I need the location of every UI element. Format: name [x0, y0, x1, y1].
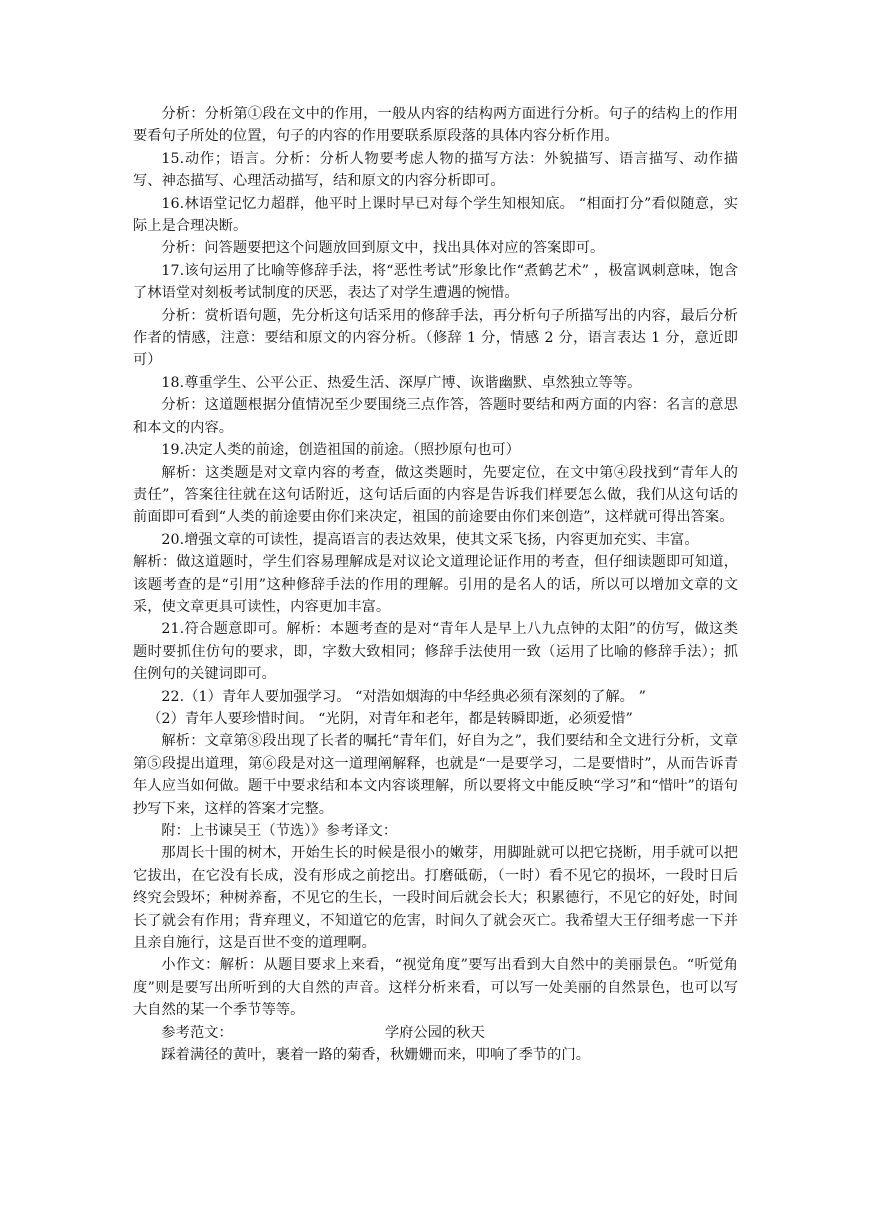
- translation-paragraph: 那周长十围的树木，开始生长的时候是很小的嫩芽，用脚趾就可以把它挠断，用手就可以把它拔出，在它没有长成，没有形成之前挖出。打磨砥砺，（一时）看不见它的损坏，一段时日后终究会毁坏；种树养畜，不见它的生长，一段时间后就会长大；积累德行，不见它的好处，时间长了就会有作用；背弃理义，不知道它的危害，时间久了就会灭亡。我希望大王仔细考虑一下并且亲自施行，这是百世不变的道理啊。: [133, 845, 738, 952]
- answer-21: 21.符合题意即可。解析：本题考查的是对“青年人是早上八九点钟的太阳”的仿写，做这类题时要抓住仿句的要求，即，字数大致相同；修辞手法使用一致（运用了比喻的修辞手法）；抓住例句的关键词即可。: [133, 621, 738, 683]
- answer-19: 19.决定人类的前途，创造祖国的前途。（照抄原句也可）: [161, 442, 521, 459]
- short-essay-paragraph: 小作文：解析：从题目要求上来看，“视觉角度”要写出看到大自然中的美丽景色。“听觉角度”则是要写出所听到的大自然的声音。这样分析来看，可以写一处美丽的自然景色，也可以写大自然的某一个季节等等。: [133, 957, 738, 1019]
- document-body: [133, 103, 738, 1066]
- explanation-paragraph: 解析：文章第⑧段出现了长者的嘱托“青年们，好自为之”，我们要结和全文进行分析，文章第⑤段提出道理，第⑥段是对这一道理阐解释，也就是“一是要学习，二是要惜时”，从而告诉青年人应当如何做。题干中要求结和本文内容谈理解，所以要将文中能反映“学习”和“惜叶”的语句抄写下来，这样的答案才完整。: [133, 733, 738, 817]
- reference-title: 学府公园的秋天: [384, 1024, 485, 1041]
- answer-18: 18.尊重学生、公平公正、热爱生活、深厚广博、诙谐幽默、卓然独立等等。: [161, 374, 642, 391]
- analysis-paragraph: 分析：分析第①段在文中的作用，一般从内容的结构两方面进行分析。句子的结构上的作用要看句子所处的位置，句子的内容的作用要联系原段落的具体内容分析作用。: [133, 106, 738, 145]
- translation-heading: 附：上书谏吴王（节选）》参考译文：: [161, 823, 398, 839]
- analysis-paragraph: 分析：问答题要把这个问题放回到原文中，找出具体对应的答案即可。: [161, 240, 605, 257]
- answer-17: 17.该句运用了比喻等修辞手法，将“恶性考试”形象比作“煮鹤艺术” ，极富讽刺意味，饱含了林语堂对刻板考试制度的厌恶，表达了对学生遭遇的惋惜。: [133, 262, 738, 302]
- answer-22-part-2: （2）青年人要珍惜时间。 “光阴，对青年和老年，都是转瞬即逝，必须爱惜”: [147, 710, 633, 727]
- answer-20: 20.增强文章的可读性，提高语言的表达效果，使其文采飞扬，内容更加充实、丰富。: [161, 531, 699, 548]
- analysis-paragraph: 分析：这道题根据分值情况至少要围绕三点作答，答题时要结和两方面的内容：名言的意思和本文的内容。: [133, 397, 738, 436]
- reference-essay-line: [133, 1022, 738, 1044]
- reference-label: 参考范文：: [161, 1024, 233, 1041]
- answer-16: 16.林语堂记忆力超群，他平时上课时早已对每个学生知根知底。 “相面打分”看似随意，实际上是合理决断。: [133, 195, 738, 235]
- essay-opening-paragraph: 踩着满径的黄叶，裹着一路的菊香，秋姗姗而来，叩响了季节的门。: [161, 1047, 591, 1064]
- answer-22-part-1: 22.（1）青年人要加强学习。 “对浩如烟海的中华经典必须有深刻的了解。 ”: [161, 688, 646, 705]
- explanation-paragraph: 解析：这类题是对文章内容的考查，做这类题时，先要定位，在文中第④段找到“青年人的责任”，答案往往就在这句话附近，这句话后面的内容是告诉我们样要怎么做，我们从这句话的前面即可看到“人类的前途要由你们来决定，祖国的前途要由你们来创造”，这样就可得出答案。: [133, 464, 738, 526]
- analysis-paragraph: 分析：赏析语句题，先分析这句话采用的修辞手法，再分析句子所描写出的内容，最后分析作者的情感，注意：要结和原文的内容分析。（修辞 1 分，情感 2 分，语言表达 1 分，意近即可）: [133, 307, 738, 369]
- explanation-paragraph: 解析：做这道题时，学生们容易理解成是对议论文道理论证作用的考查，但仔细读题即可知道，该题考查的是“引用”这种修辞手法的作用的理解。引用的是名人的话，所以可以增加文章的文采，使文章更具可读性，内容更加丰富。: [133, 554, 738, 615]
- answer-15: 15.动作；语言。分析：分析人物要考虑人物的描写方法：外貌描写、语言描写、动作描写、神态描写、心理活动描写，结和原文的内容分析即可。: [133, 150, 738, 190]
